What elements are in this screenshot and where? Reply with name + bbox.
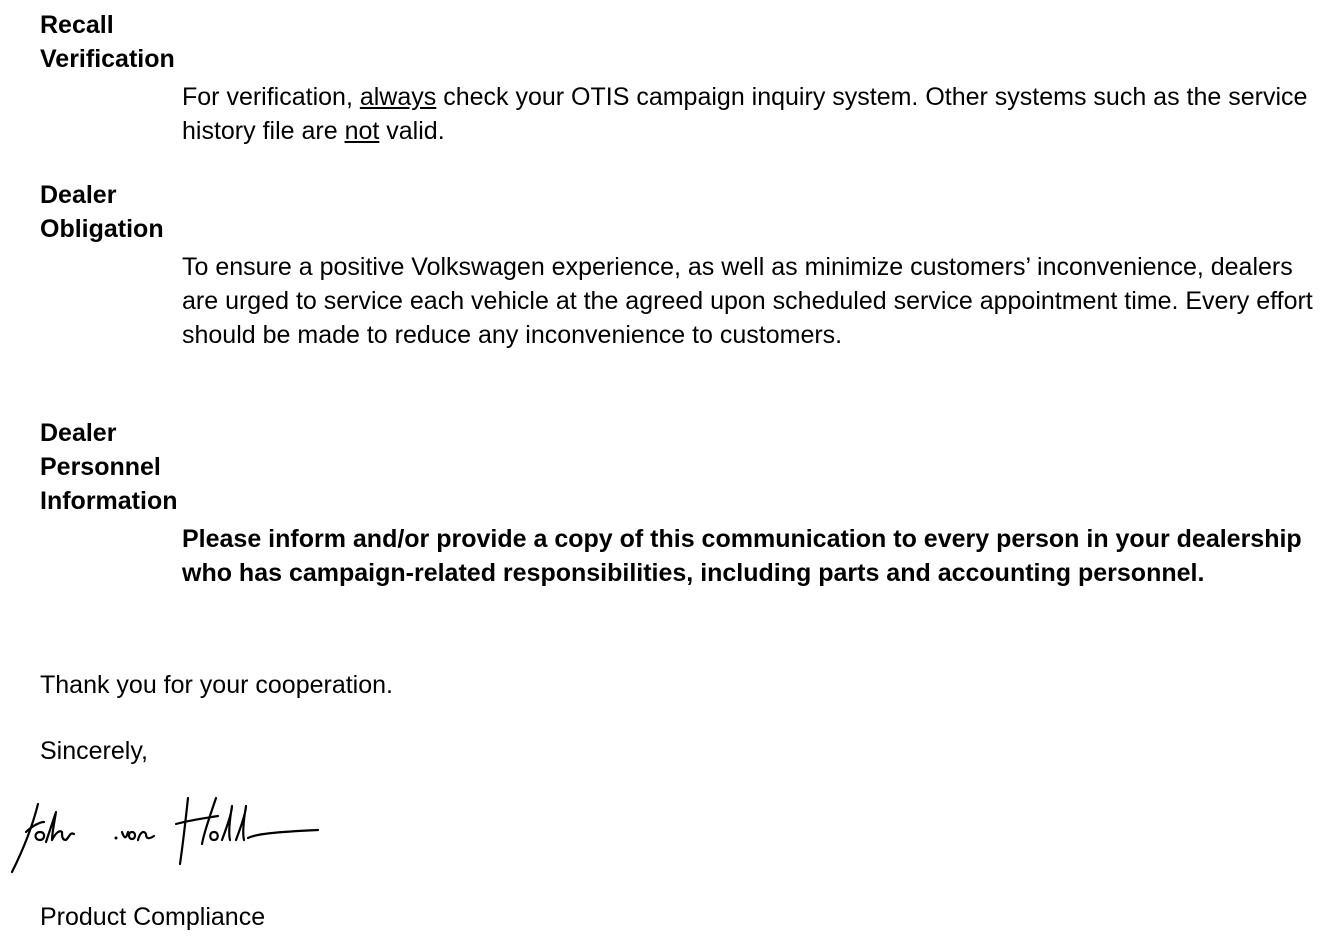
thank-you-line: Thank you for your cooperation. (40, 671, 393, 699)
recall-verification-heading (40, 8, 175, 76)
text-part: valid. (379, 117, 445, 145)
recall-verification-text (182, 80, 1332, 148)
emphasis-not: not (344, 117, 380, 145)
dealer-personnel-information-text: Please inform and/or provide a copy of this communication to every person in your dealership who has campaign-related responsibilities, including parts and accounting personnel. (182, 525, 1302, 587)
heading-line: Dealer (40, 181, 117, 209)
dealer-obligation-text: To ensure a positive Volkswagen experience, as well as minimize customers’ inconvenience, dealers are urged to service each vehicle at the agreed upon scheduled service appointment time. Every effort should be made to reduce any inconvenience to customers. (182, 253, 1313, 349)
heading-line: Recall (40, 11, 114, 39)
dealer-obligation-heading (40, 178, 164, 246)
heading-line: Dealer (40, 419, 117, 447)
heading-line: Personnel (40, 453, 161, 481)
heading-line: Obligation (40, 215, 164, 243)
handwritten-signature (4, 776, 324, 876)
salutation: Sincerely, (40, 737, 148, 765)
text-part: For verification, (182, 83, 360, 111)
heading-line: Verification (40, 45, 175, 73)
text-part: check your OTIS campaign inquiry system. Other systems such as the service history file are (182, 83, 1308, 145)
emphasis-always: always (359, 83, 437, 111)
heading-line: Information (40, 487, 178, 515)
department-line: Product Compliance (40, 903, 266, 931)
dealer-personnel-information-heading (40, 416, 178, 518)
